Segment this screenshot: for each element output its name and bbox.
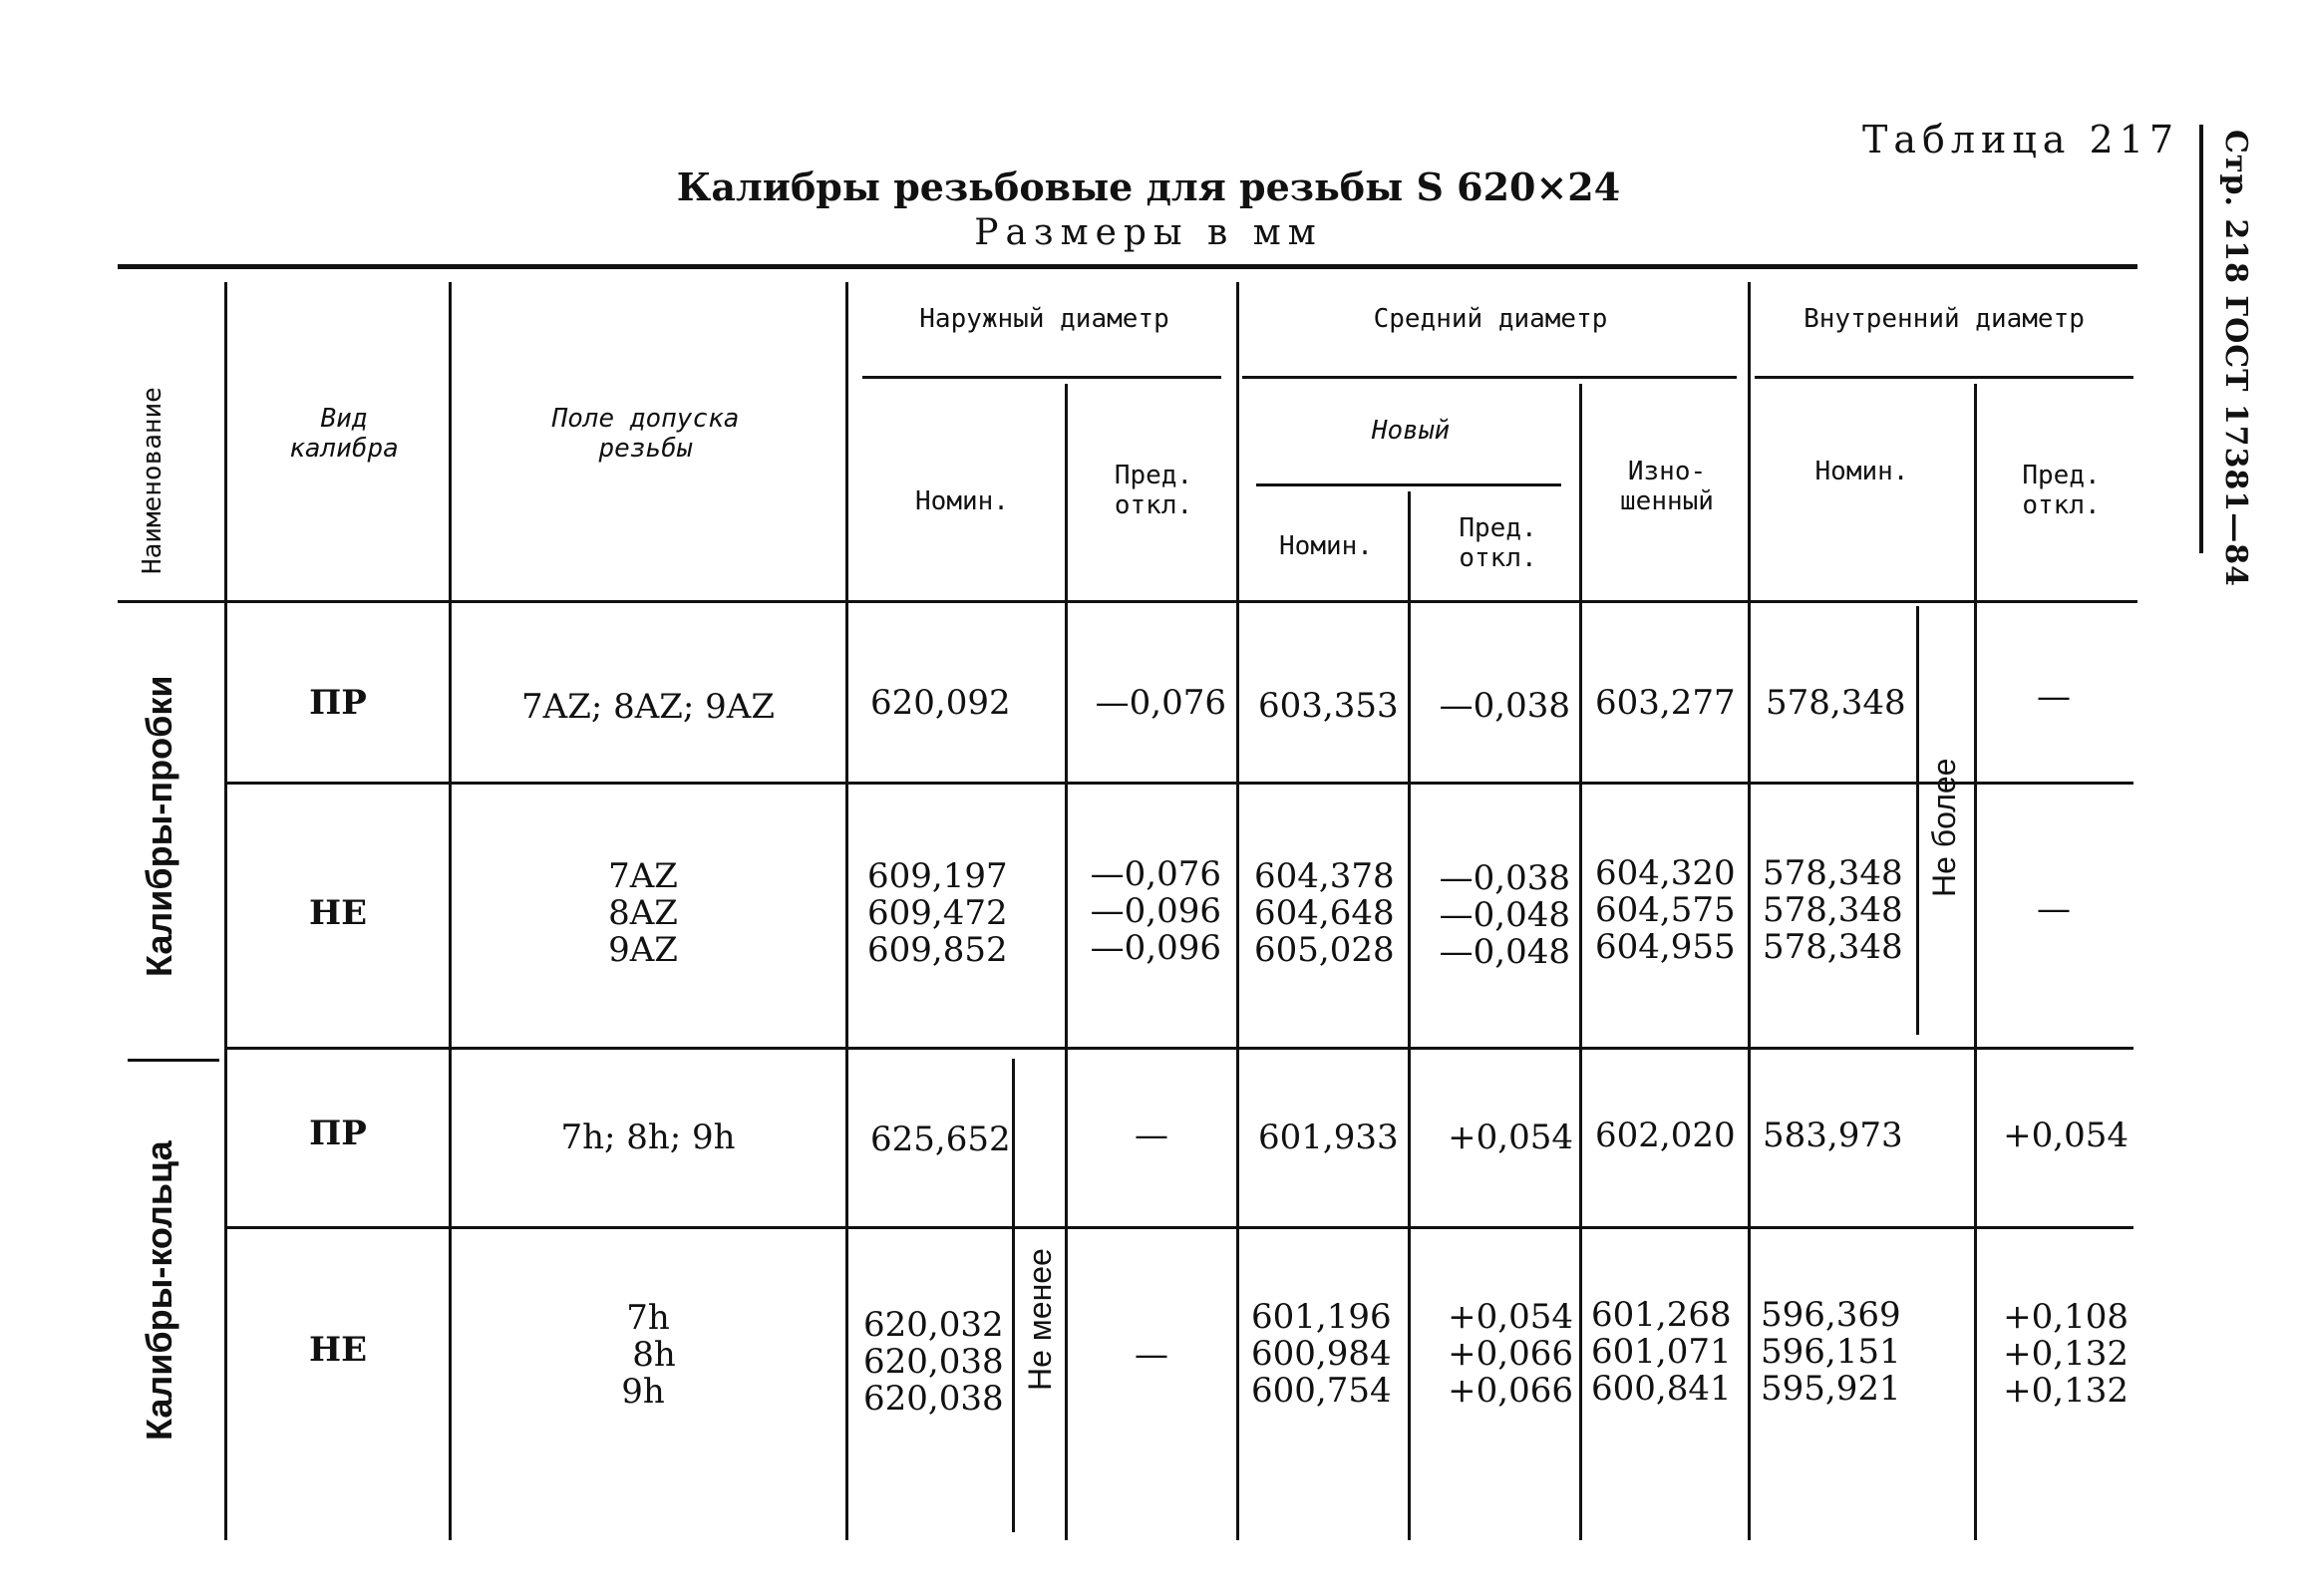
g1-r1-inner-nom-3: 595,921 xyxy=(1761,1369,1901,1409)
page-subtitle: Размеры в мм xyxy=(974,212,1323,253)
g1-r0-inner-nom: 583,973 xyxy=(1763,1116,1903,1155)
g0-r1-outer-dev-2: —0,096 xyxy=(1090,891,1221,931)
g0-r1-mean-dev-2: —0,048 xyxy=(1439,895,1570,935)
g0-r1-outer-nom-3: 609,852 xyxy=(867,930,1008,970)
rule xyxy=(1916,606,1919,1035)
header-gauge-type: Вид калибра xyxy=(289,404,399,464)
g0-r0-mean-nom: 603,353 xyxy=(1258,686,1399,726)
g0-r1-inner-nom-2: 578,348 xyxy=(1763,890,1903,930)
side-note-rule xyxy=(2199,125,2203,553)
rule xyxy=(1408,491,1411,1540)
note-not-less: Не менее xyxy=(1022,1248,1058,1391)
g0-r1-inner-nom-3: 578,348 xyxy=(1763,927,1903,967)
header-inner-diameter: Внутренний диаметр xyxy=(1804,304,2085,334)
g1-r0-outer-nom: 625,652 xyxy=(870,1119,1011,1159)
g1-r0-outer-dev: — xyxy=(1135,1116,1168,1155)
rule xyxy=(1065,384,1068,1540)
rule xyxy=(1579,384,1582,1540)
header-mean-diameter: Средний диаметр xyxy=(1373,304,1608,334)
g1-r1-type: НЕ xyxy=(308,1330,368,1370)
g1-r1-worn-1: 601,268 xyxy=(1591,1295,1732,1335)
g1-r0-inner-dev: +0,054 xyxy=(2003,1116,2129,1155)
g1-r1-worn-3: 600,841 xyxy=(1591,1369,1732,1409)
header-tolerance-field: Поле допуска резьбы xyxy=(551,404,740,464)
g0-r0-mean-dev: —0,038 xyxy=(1439,686,1570,726)
g0-r1-worn-3: 604,955 xyxy=(1595,927,1736,967)
g1-r1-field-1: 7h xyxy=(626,1298,670,1338)
g0-r1-worn-2: 604,575 xyxy=(1595,890,1736,930)
header-inner-deviation: Пред. откл. xyxy=(2022,461,2101,520)
g1-r1-inner-nom-2: 596,151 xyxy=(1761,1332,1901,1372)
g1-r1-outer-nom-2: 620,038 xyxy=(863,1342,1004,1382)
g0-r0-type: ПР xyxy=(309,683,367,723)
g1-r1-field-2: 8h xyxy=(632,1335,676,1375)
g1-r1-mean-nom-1: 601,196 xyxy=(1251,1297,1392,1337)
g1-r1-mean-dev-3: +0,066 xyxy=(1448,1371,1573,1411)
g1-r1-mean-nom-2: 600,984 xyxy=(1251,1334,1392,1374)
rule xyxy=(1256,483,1561,486)
g0-r1-mean-nom-3: 605,028 xyxy=(1254,930,1395,970)
g0-r1-mean-nom-1: 604,378 xyxy=(1254,856,1395,896)
g0-r1-type: НЕ xyxy=(308,893,368,933)
header-outer-diameter: Наружный диаметр xyxy=(919,304,1169,334)
header-mean-deviation: Пред. откл. xyxy=(1459,513,1537,573)
g0-r1-mean-nom-2: 604,648 xyxy=(1254,893,1395,933)
g1-r1-inner-dev-2: +0,132 xyxy=(2003,1334,2129,1374)
rule xyxy=(224,782,2133,785)
g0-r1-mean-dev-3: —0,048 xyxy=(1439,932,1570,972)
rule xyxy=(862,376,1221,379)
g0-r1-inner-dev: — xyxy=(2037,889,2071,929)
table-top-rule xyxy=(118,264,2137,269)
g1-r1-mean-dev-1: +0,054 xyxy=(1448,1297,1573,1337)
g0-r0-worn: 603,277 xyxy=(1595,683,1736,723)
header-name: Наименование xyxy=(138,387,167,575)
g0-r1-mean-dev-1: —0,038 xyxy=(1439,858,1570,898)
header-outer-nominal: Номин. xyxy=(915,486,1009,516)
rule xyxy=(1974,384,1977,1540)
g1-r1-inner-dev-3: +0,132 xyxy=(2003,1371,2129,1411)
header-worn: Изно-шенный xyxy=(1620,457,1714,516)
rule xyxy=(224,282,227,1540)
note-not-more: Не более xyxy=(1926,758,1962,897)
rule xyxy=(449,282,452,1540)
g1-r0-worn: 602,020 xyxy=(1595,1116,1736,1155)
header-mean-nominal: Номин. xyxy=(1279,531,1373,561)
g1-r0-fields: 7h; 8h; 9h xyxy=(560,1117,736,1157)
g0-r1-field-3: 9AZ xyxy=(608,930,678,970)
g1-r1-outer-nom-3: 620,038 xyxy=(863,1379,1004,1419)
g1-r0-mean-dev: +0,054 xyxy=(1448,1117,1573,1157)
g0-r0-fields: 7AZ; 8AZ; 9AZ xyxy=(521,687,775,727)
rule xyxy=(1242,376,1737,379)
header-new: Новый xyxy=(1371,416,1451,446)
group-label-plugs: Калибры-пробки xyxy=(139,675,179,977)
g1-r1-inner-dev-1: +0,108 xyxy=(2003,1297,2129,1337)
rule xyxy=(224,1226,2133,1229)
g1-r1-mean-dev-2: +0,066 xyxy=(1448,1334,1573,1374)
header-inner-nominal: Номин. xyxy=(1814,457,1909,486)
g0-r1-outer-nom-1: 609,197 xyxy=(867,856,1008,896)
table-label: Таблица 217 xyxy=(1862,118,2180,161)
g0-r0-inner-dev: — xyxy=(2037,677,2071,717)
g0-r0-inner-nom: 578,348 xyxy=(1766,683,1906,723)
rule xyxy=(224,1047,2133,1050)
rule xyxy=(845,282,848,1540)
g1-r1-outer-nom-1: 620,032 xyxy=(863,1305,1004,1345)
rule xyxy=(1755,376,2133,379)
g1-r1-worn-2: 601,071 xyxy=(1591,1332,1732,1372)
g0-r0-outer-dev: —0,076 xyxy=(1095,683,1226,723)
rule xyxy=(128,1059,219,1062)
g0-r0-outer-nom: 620,092 xyxy=(870,683,1011,723)
g0-r1-inner-nom-1: 578,348 xyxy=(1763,853,1903,893)
g1-r0-type: ПР xyxy=(309,1114,367,1153)
g0-r1-outer-dev-1: —0,076 xyxy=(1090,854,1221,894)
g0-r1-outer-nom-2: 609,472 xyxy=(867,893,1008,933)
g1-r0-mean-nom: 601,933 xyxy=(1258,1117,1399,1157)
g1-r1-outer-dev: — xyxy=(1135,1335,1168,1375)
g1-r1-inner-nom-1: 596,369 xyxy=(1761,1295,1901,1335)
side-note: Стр. 218 ГОСТ 17381—84 xyxy=(2218,130,2253,588)
g0-r1-field-2: 8AZ xyxy=(608,893,678,933)
g0-r1-worn-1: 604,320 xyxy=(1595,853,1736,893)
header-bottom-rule xyxy=(118,600,2137,603)
rule xyxy=(1236,282,1239,1540)
g0-r1-field-1: 7AZ xyxy=(608,856,678,896)
header-outer-deviation: Пред. откл. xyxy=(1114,461,1193,520)
rule xyxy=(1012,1059,1015,1532)
rule xyxy=(1748,282,1751,1540)
g1-r1-mean-nom-3: 600,754 xyxy=(1251,1371,1392,1411)
group-label-rings: Калибры-кольца xyxy=(139,1140,179,1440)
page-title: Калибры резьбовые для резьбы S 620×24 xyxy=(676,164,1621,209)
g1-r1-field-3: 9h xyxy=(621,1372,665,1412)
g0-r1-outer-dev-3: —0,096 xyxy=(1090,928,1221,968)
